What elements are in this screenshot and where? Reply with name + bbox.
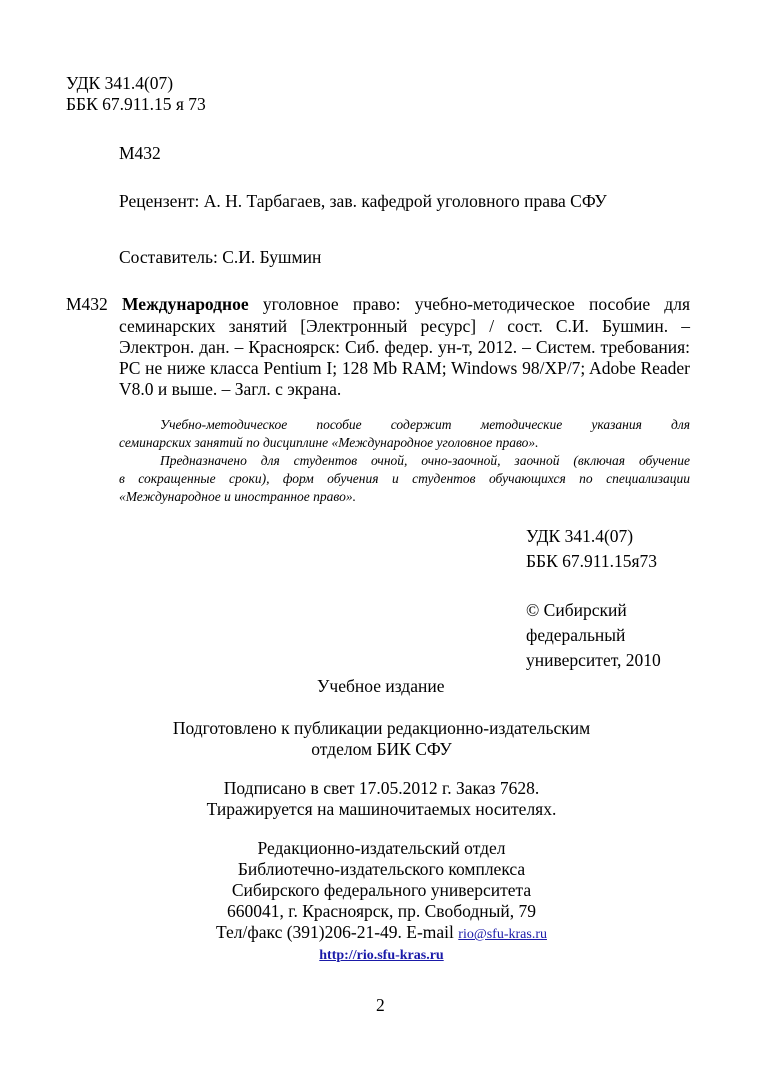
contacts-prefix: Тел/факс (391)206-21-49. E-mail: [216, 922, 459, 942]
udk-code: УДК 341.4(07): [66, 73, 174, 93]
email-link[interactable]: rio@sfu-kras.ru: [458, 927, 547, 942]
signed-line: Подписано в свет 17.05.2012 г. Заказ 7628.: [223, 778, 540, 798]
contacts-line: [0, 924, 763, 942]
bib-line-2: семинарских занятий [Электронный ресурс] / сост. С.И. Бушмин. –: [119, 316, 690, 336]
circulation-line: Тиражируется на машиночитаемых носителях.: [206, 799, 557, 819]
bbk-code: ББК 67.911.15 я 73: [66, 94, 206, 114]
compiler-line: Составитель: С.И. Бушмин: [119, 247, 322, 267]
abstract-p2-line-1: Предназначено для студентов очной, очно-заочной, заочной (включая обучение: [160, 453, 690, 468]
prepared-line-1: Подготовлено к публикации редакционно-издательским: [172, 718, 591, 738]
dept-line-2: Библиотечно-издательского комплекса: [237, 859, 526, 879]
abstract-p1-line-2: семинарских занятий по дисциплине «Международное уголовное право».: [119, 435, 539, 450]
bib-line-4: PC не ниже класса Pentium I; 128 Mb RAM; Windows 98/XP/7; Adobe Reader: [119, 358, 690, 378]
address-line: 660041, г. Красноярск, пр. Свободный, 79: [227, 901, 536, 921]
bib-line-3: Электрон. дан. – Красноярск: Сиб. федер. ун-т, 2012. – Систем. требования:: [119, 337, 690, 357]
edition-type: Учебное издание: [317, 676, 445, 696]
bib-title-bold: Международное: [122, 294, 249, 314]
copyright-line-3: университет, 2010: [526, 650, 661, 670]
abstract-p2-line-3: «Международное и иностранное право».: [119, 489, 356, 504]
abstract-p1-line-1: Учебно-методическое пособие содержит методические указания для: [160, 417, 690, 432]
bib-line-1: [66, 296, 690, 314]
page-number: 2: [376, 995, 385, 1015]
bib-line-5: V8.0 и выше. – Загл. с экрана.: [119, 379, 342, 399]
right-udk-code: УДК 341.4(07): [526, 526, 634, 546]
copyright-line-1: © Сибирский: [526, 600, 627, 620]
website-line: [0, 945, 763, 963]
reviewer-line: Рецензент: А. Н. Тарбагаев, зав. кафедрой уголовного права СФУ: [119, 191, 607, 211]
abstract-p2-line-2: в сокращенные сроки), форм обучения и студентов обучающихся по специализации: [119, 471, 690, 486]
dept-line-3: Сибирского федерального университета: [231, 880, 532, 900]
dept-line-1: Редакционно-издательский отдел: [257, 838, 506, 858]
bib-title-rest: уголовное право: учебно-методическое пособие для: [262, 294, 690, 314]
prepared-line-2: отделом БИК СФУ: [311, 739, 452, 759]
author-mark: М432: [119, 143, 161, 163]
copyright-line-2: федеральный: [526, 625, 626, 645]
right-bbk-code: ББК 67.911.15я73: [526, 551, 658, 571]
website-link[interactable]: http://rio.sfu-kras.ru: [319, 948, 444, 963]
bib-author-mark: М432: [66, 294, 108, 314]
